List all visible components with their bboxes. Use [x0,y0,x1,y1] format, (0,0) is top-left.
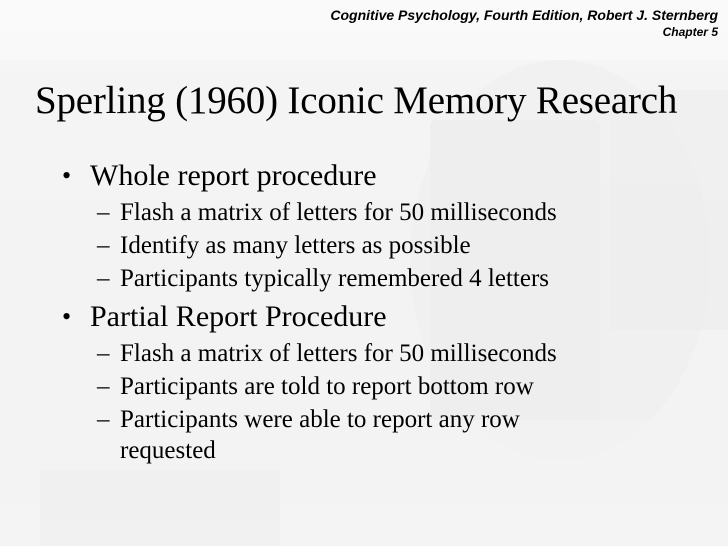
sub-item-text: Participants typically remembered 4 letters [120,265,550,292]
dash-icon: – [97,406,110,433]
book-citation: Cognitive Psychology, Fourth Edition, Robert J. Sternberg [330,7,718,23]
dash-icon: – [97,373,110,400]
dash-icon: – [97,232,110,259]
sub-item-text: Flash a matrix of letters for 50 milliseconds [120,199,557,226]
sub-item-text: Participants are told to report bottom row [120,373,534,400]
dash-icon: – [97,340,110,367]
bullet-partial-report [60,299,700,335]
dash-icon: – [97,199,110,226]
sub-list-partial-report [60,337,700,465]
sub-item [60,262,700,295]
bullet-whole-report [60,158,700,194]
sub-item-text: Flash a matrix of letters for 50 milliseconds [120,340,557,367]
bullet-text: Partial Report Procedure [90,300,387,333]
sub-item [60,337,700,370]
sub-item [60,403,700,465]
sub-item [60,229,700,262]
slide-content [60,158,700,469]
bullet-icon: • [62,161,72,190]
bullet-text: Whole report procedure [90,159,377,192]
chapter-label: Chapter 5 [662,25,718,39]
sub-list-whole-report [60,196,700,295]
sub-item-text: Identify as many letters as possible [120,232,471,259]
slide-title: Sperling (1960) Iconic Memory Research [35,79,678,122]
dash-icon: – [97,265,110,292]
bullet-icon: • [62,302,72,331]
slide-header [330,6,718,40]
sub-item [60,370,700,403]
sub-item-text: Participants were able to report any row [120,406,520,433]
sub-item [60,196,700,229]
sub-item-continuation: requested [120,437,216,464]
